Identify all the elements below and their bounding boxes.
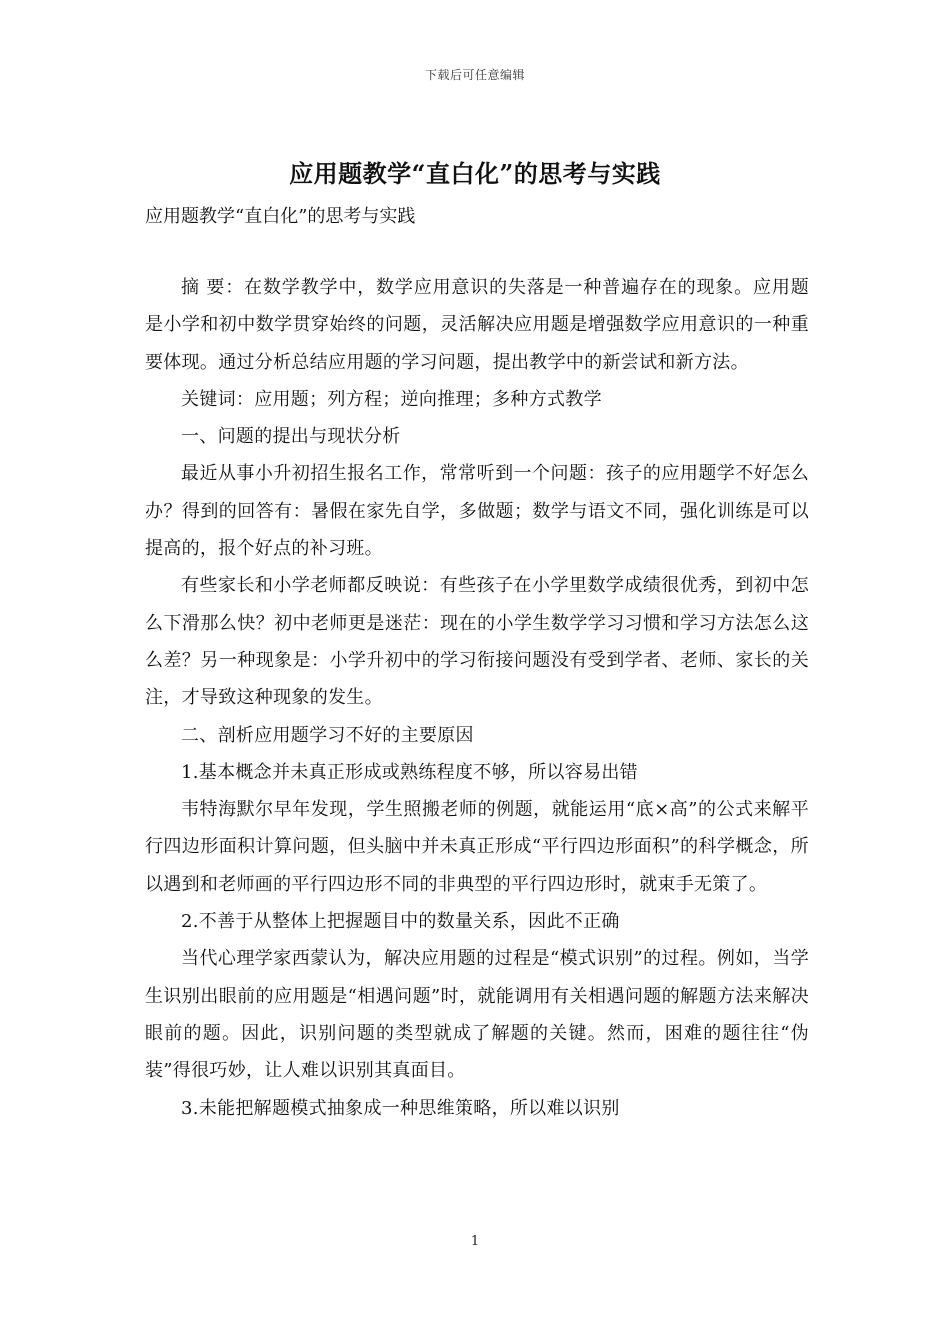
document-body [145, 198, 809, 1127]
body-paragraph: 最近从事小升初招生报名工作，常常听到一个问题：孩子的应用题学不好怎么办？得到的回答有：暑假在家先自学，多做题；数学与语文不同，强化训练是可以提高的，报个好点的补习班。 [145, 463, 809, 560]
document-subtitle: 应用题教学“直白化”的思考与实践 [145, 206, 416, 227]
body-paragraph: 当代心理学家西蒙认为，解决应用题的过程是“模式识别”的过程。例如，当学生识别出眼前的应用题是“相遇问题”时，就能调用有关相遇问题的解题方法来解决眼前的题。因此，识别问题的类型就成了解题的关键。然而，困难的题往往“伪装”得很巧妙，让人难以识别其真面目。 [145, 948, 809, 1082]
blank-line [145, 235, 809, 269]
body-paragraph: 韦特海默尔早年发现，学生照搬老师的例题，就能运用“底×高”的公式来解平行四边形面积计算问题，但头脑中并未真正形成“平行四边形面积”的科学概念，所以遇到和老师画的平行四边形不同的非典型的平行四边形时，就束手无策了。 [145, 799, 809, 895]
abstract-paragraph: 摘 要：在数学教学中，数学应用意识的失落是一种普遍存在的现象。应用题是小学和初中数学贯穿始终的问题，灵活解决应用题是增强数学应用意识的一种重要体现。通过分析总结应用题的学习问题，提出教学中的新尝试和新方法。 [145, 277, 809, 373]
document-title: 应用题教学“直白化”的思考与实践 [289, 159, 661, 188]
subsection-heading-2: 2.不善于从整体上把握题目中的数量关系，因此不正确 [181, 911, 620, 933]
keywords-paragraph: 关键词：应用题；列方程；逆向推理；多种方式教学 [181, 388, 602, 410]
subsection-heading-3: 3.未能把解题模式抽象成一种思维策略，所以难以识别 [181, 1097, 620, 1119]
header-note: 下载后可任意编辑 [424, 68, 525, 82]
body-paragraph: 有些家长和小学老师都反映说：有些孩子在小学里数学成绩很优秀，到初中怎么下滑那么快？初中老师更是迷茫：现在的小学生数学学习习惯和学习方法怎么这么差？另一种现象是：小学升初中的学习衔接问题没有受到学者、老师、家长的关注，才导致这种现象的发生。 [145, 575, 809, 709]
section-heading-1: 一、问题的提出与现状分析 [181, 426, 401, 448]
subsection-heading-1: 1.基本概念并未真正形成或熟练程度不够，所以容易出错 [181, 761, 638, 783]
section-heading-2: 二、剖析应用题学习不好的主要原因 [181, 724, 474, 746]
page-number: 1 [470, 1234, 480, 1249]
